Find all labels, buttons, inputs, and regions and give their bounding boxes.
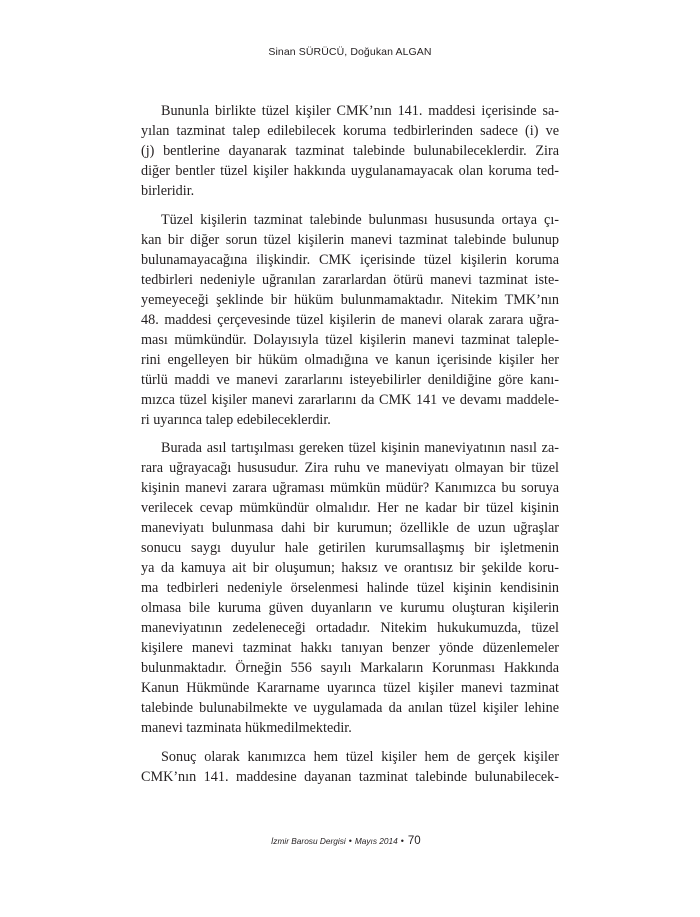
running-header-authors: Sinan SÜRÜCÜ, Doğukan ALGAN <box>268 46 432 58</box>
text-line: rara uğrayacağı hususudur. Zira ruhu ve maneviyatı olmayan bir tüzel <box>141 460 559 476</box>
text-line: ması mümkündür. Dolayısıyla tüzel kişilerin manevi tazminat taleple- <box>141 331 559 348</box>
page-footer <box>271 835 421 851</box>
separator-bullet: • <box>348 836 352 846</box>
text-line: Sonuç olarak kanımızca hem tüzel kişiler hem de gerçek kişiler <box>161 748 559 765</box>
text-line: Kanun Hükmünde Kararname uyarınca tüzel kişiler manevi tazminat <box>141 680 559 696</box>
text-line: türlü maddi ve manevi zararlarını isteyebilirler denildiğine göre kanı- <box>141 371 559 388</box>
text-line: CMK’nın 141. maddesine dayanan tazminat talebinde bulunabilecek- <box>141 768 559 785</box>
journal-name: İzmir Barosu Dergisi <box>271 836 346 846</box>
text-line: ma tedbirleri nedeniyle örselenmesi halinde tüzel kişinin kendisinin <box>141 580 559 596</box>
text-line: kişinin manevi zarara uğraması mümkün müdür? Kanımızca bu soruya <box>141 480 559 496</box>
text-line: diğer bentler tüzel kişiler hakkında uygulanamayacak olan koruma ted- <box>141 163 559 179</box>
text-line: sonucu saygı duyulur hale getirilen kurumsallaşmış bir işletmenin <box>141 540 559 556</box>
paragraph <box>141 747 559 787</box>
text-line: yılan tazminat talep edilebilecek koruma tedbirlerinden sadece (i) ve <box>141 123 559 139</box>
text-line: verilecek cevap mümkündür olmalıdır. Her ne kadar bir tüzel kişinin <box>141 500 559 516</box>
issue-date: Mayıs 2014 <box>354 836 398 846</box>
text-line: tedbirleri nedeniyle uğranılan zararlardan ötürü manevi tazminat iste- <box>141 271 559 288</box>
separator-bullet: • <box>400 836 404 846</box>
paragraph <box>141 210 559 430</box>
text-line: 48. maddesi çerçevesinde tüzel kişilerin de manevi olarak zarara uğra- <box>141 311 559 328</box>
text-line: olmasa bile kuruma güven duyanların ve kurumu oluşturan kişilerin <box>141 600 559 616</box>
text-line: (j) bentlerine dayanarak tazminat talebinde bulunabileceklerdir. Zira <box>141 143 559 159</box>
text-line: kişilere manevi tazminat hakkı tanıyan benzer yönde düzenlemeler <box>141 640 559 656</box>
text-line: maneviyatının zedeleneceği ortadadır. Nitekim hukukumuzda, tüzel <box>141 620 559 636</box>
body-text <box>141 101 559 787</box>
text-line: manevi tazminata hükmedilmektedir. <box>141 720 352 736</box>
text-line: bulunamayacağına ilişkindir. CMK içerisinde tüzel kişilerin koruma <box>141 251 559 268</box>
text-line: rini engelleyen bir hüküm olmadığına ve kanun içerisinde kişiler her <box>141 351 559 368</box>
text-line: ya da kamuya ait bir oluşumun; haksız ve orantısız bir şekilde koru- <box>141 560 559 576</box>
text-line: Tüzel kişilerin tazminat talebinde bulunması hususunda ortaya çı- <box>161 211 559 228</box>
text-line: maneviyatı bulunmasa dahi bir kurumun; özellikle de uzun uğraşlar <box>141 520 559 536</box>
text-line: ri uyarınca talep edebileceklerdir. <box>141 411 331 428</box>
text-line: yemeyeceği şeklinde bir hüküm bulunmamaktadır. Nitekim TMK’nın <box>141 291 559 308</box>
text-line: birleridir. <box>141 183 195 199</box>
paragraph <box>141 101 559 201</box>
paragraph <box>141 438 559 738</box>
text-line: mızca tüzel kişiler manevi zararlarını da CMK 141 ve devamı maddele- <box>141 391 559 408</box>
page-number: 70 <box>407 835 421 847</box>
text-line: talebinde bulunabilmekte ve uygulamada da anılan tüzel kişiler lehine <box>141 700 559 716</box>
text-line: kan bir diğer sorun tüzel kişilerin manevi tazminat talebinde bulunup <box>141 231 559 248</box>
text-line: Bununla birlikte tüzel kişiler CMK’nın 141. maddesi içerisinde sa- <box>161 103 559 119</box>
text-line: Burada asıl tartışılması gereken tüzel kişinin maneviyatının nasıl za- <box>161 440 559 456</box>
text-line: bulunmaktadır. Örneğin 556 sayılı Markaların Korunması Hakkında <box>141 660 559 676</box>
